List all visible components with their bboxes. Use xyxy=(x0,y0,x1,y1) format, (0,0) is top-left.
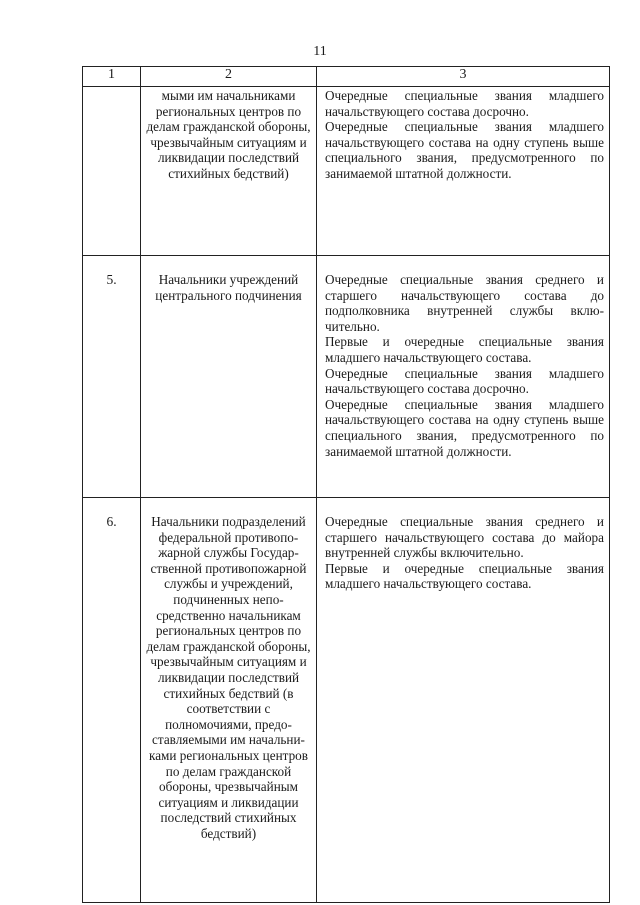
column-header-1: 1 xyxy=(83,67,141,87)
column-header-2: 2 xyxy=(141,67,317,87)
table-header-row xyxy=(83,67,610,87)
ranks-paragraph: Очередные специальные звания среднего и старшего начальствующего состава до майора внутренней службы включительно. xyxy=(325,514,604,561)
ranks-paragraph: Очередные специальные звания младшего начальствующего состава на одну ступень выше специального звания, предусмотренного по занимаемой штатной должности. xyxy=(325,396,604,459)
official-cell: Начальники учреждений центрального подчинения xyxy=(141,256,317,498)
ranks-cell xyxy=(317,498,610,903)
ranks-cell xyxy=(317,87,610,256)
ranks-paragraph: Очередные специальные звания младшего начальствующего состава досрочно. xyxy=(325,365,604,397)
ranks-paragraph: Первые и очередные специальные звания младшего начальствующего состава. xyxy=(325,560,604,592)
table-row xyxy=(83,256,610,498)
row-number: 6. xyxy=(83,498,141,903)
column-header-3: 3 xyxy=(317,67,610,87)
table-row xyxy=(83,498,610,903)
ranks-paragraph: Очередные специальные звания младшего начальствующего состава на одну ступень выше специального звания, предусмотренного по занимаемой штатной должности. xyxy=(325,119,604,181)
ranks-paragraph: Очередные специальные звания среднего и старшего начальствующего состава до подполковника внутренней службы включительно. xyxy=(325,272,604,334)
page-number: 11 xyxy=(313,44,327,59)
row-number: 5. xyxy=(83,256,141,498)
row-number xyxy=(83,87,141,256)
ranks-table xyxy=(82,66,610,903)
ranks-paragraph: Первые и очередные специальные звания младшего начальствующего состава. xyxy=(325,334,604,365)
ranks-paragraph: Очередные специальные звания младшего начальствующего состава досрочно. xyxy=(325,88,604,119)
official-cell: Начальники подразделений федеральной противопожарной службы Государственной противопожарной службы и учреждений, подчиненных непосредственно начальникам региональных центров по делам гражданской обороны, чрезвычайным ситуациям и ликвидации последствий стихийных бедствий (в соответствии с полномочиями, предоставляемыми им начальниками региональных центров по делам гражданской обороны, чрезвычайным ситуациям и ликвидации последствий стихийных бедствий) xyxy=(141,498,317,903)
table-row xyxy=(83,87,610,256)
official-cell: мыми им начальниками региональных центров по делам гражданской обороны, чрезвычайным ситуациям и ликвидации последствий стихийных бедствий) xyxy=(141,87,317,256)
ranks-cell xyxy=(317,256,610,498)
